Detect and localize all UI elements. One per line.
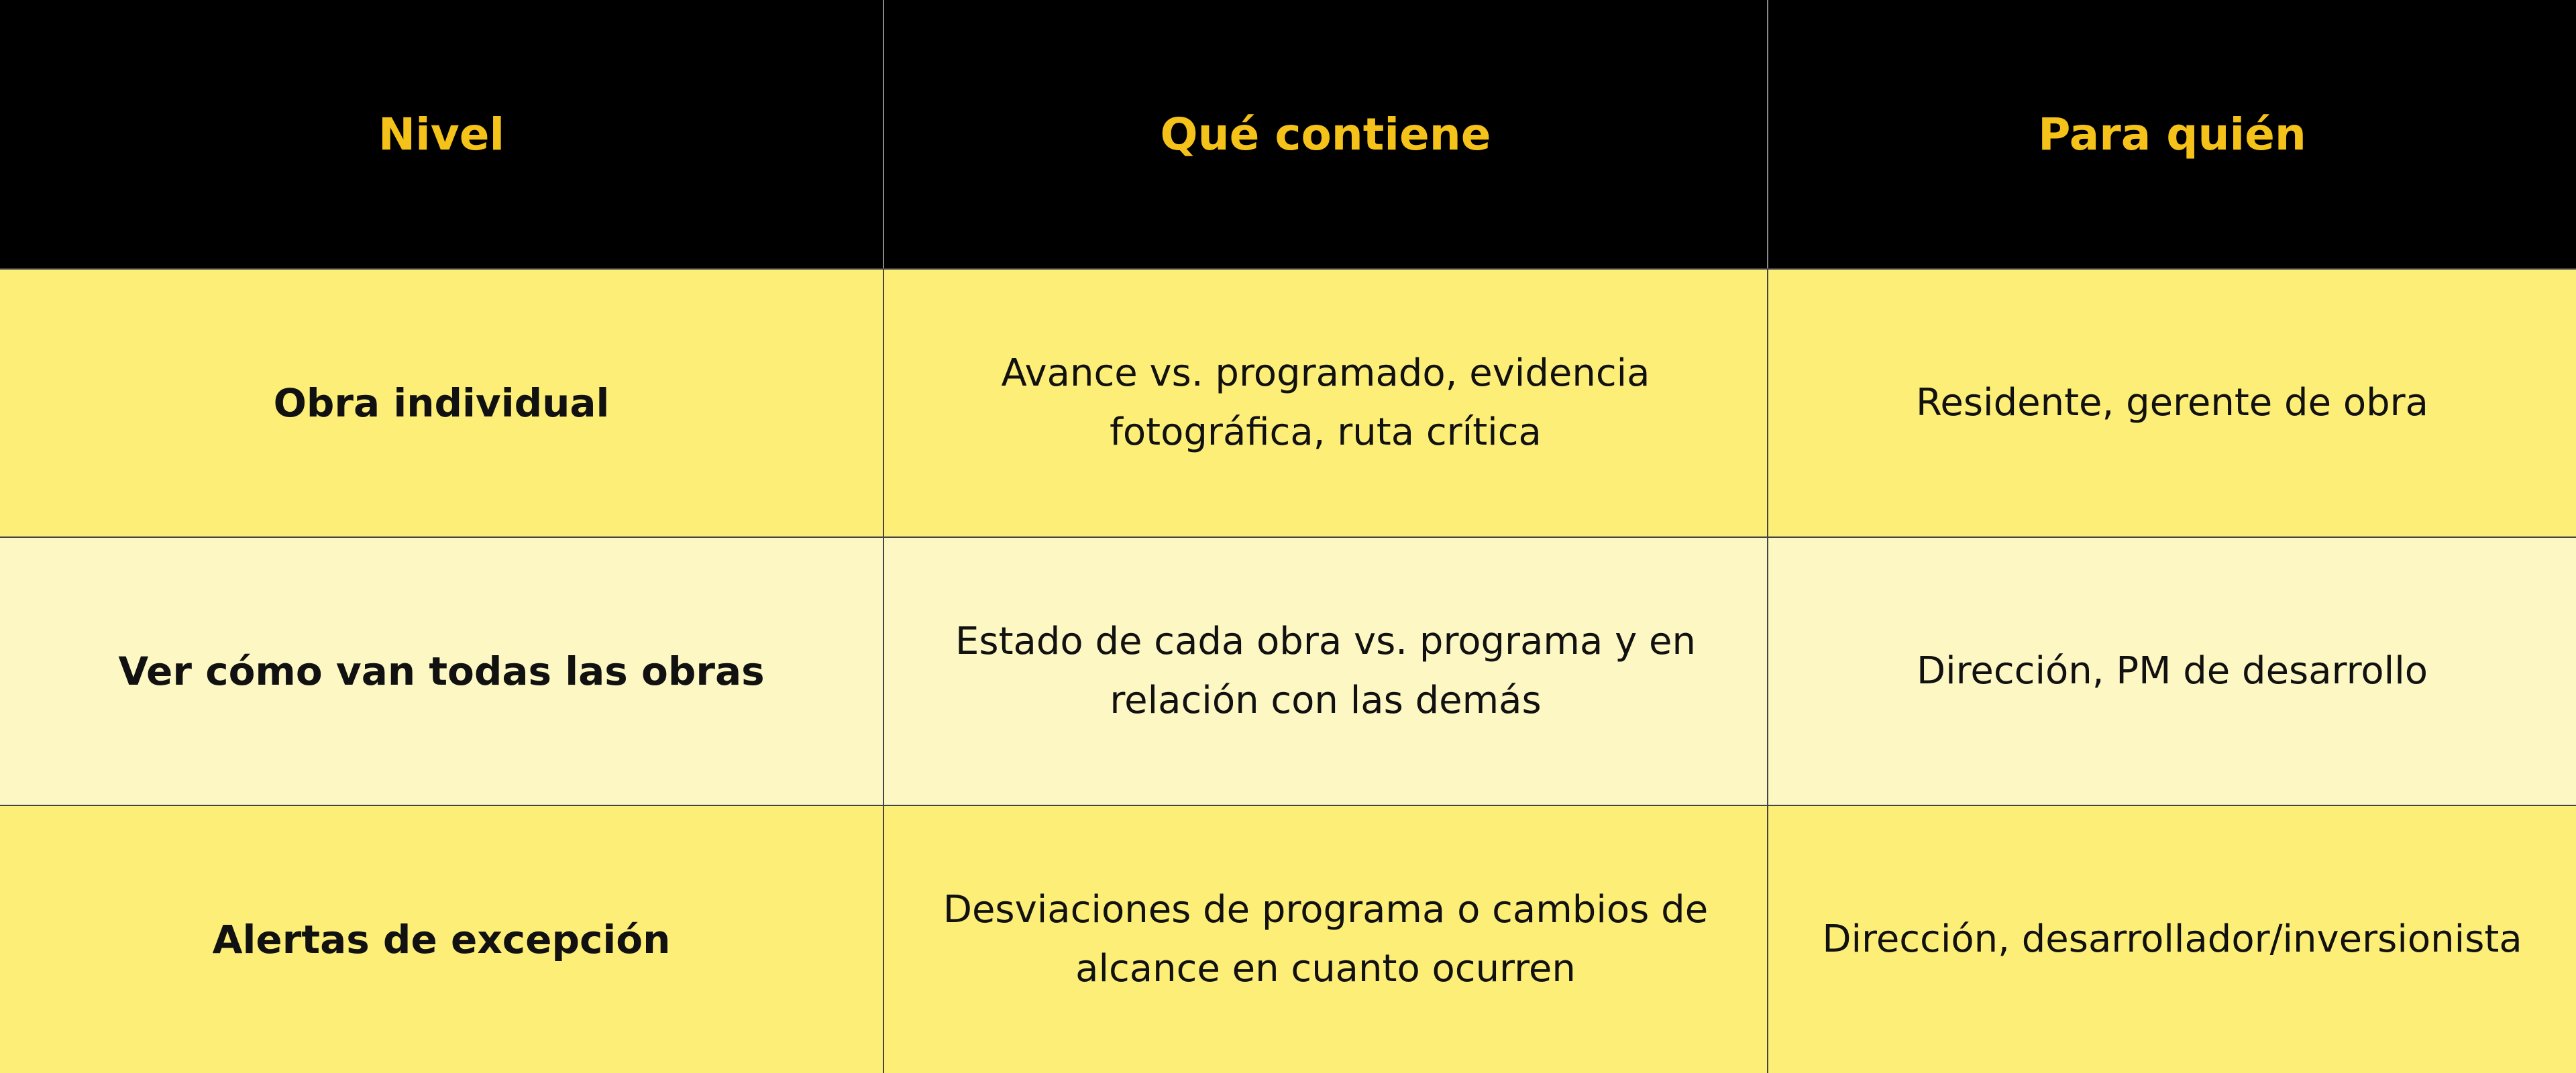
header-para-quien: Para quién [1768,0,2576,268]
row-1-nivel: Obra individual [0,268,884,536]
row-2-para-quien: Dirección, PM de desarrollo [1768,536,2576,805]
row-2-contiene: Estado de cada obra vs. programa y en relación con las demás [884,536,1768,805]
row-2-nivel: Ver cómo van todas las obras [0,536,884,805]
row-1-contiene: Avance vs. programado, evidencia fotográfica, ruta crítica [884,268,1768,536]
row-1-para-quien: Residente, gerente de obra [1768,268,2576,536]
header-que-contiene: Qué contiene [884,0,1768,268]
row-3-contiene: Desviaciones de programa o cambios de alcance en cuanto ocurren [884,805,1768,1073]
row-3-nivel: Alertas de excepción [0,805,884,1073]
header-nivel: Nivel [0,0,884,268]
row-3-para-quien: Dirección, desarrollador/inversionista [1768,805,2576,1073]
